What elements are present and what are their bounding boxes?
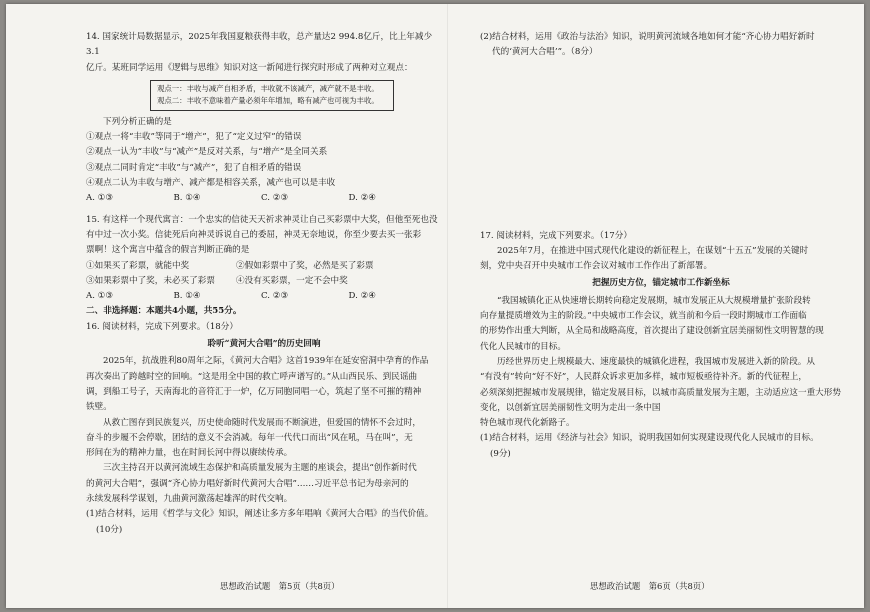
- q15-stem-line3: 票啊！这个寓言中蕴含的假言判断正确的是: [86, 245, 250, 256]
- q17-head: 17. 阅读材料，完成下列要求。（17分）: [480, 230, 632, 241]
- question-14: [86, 30, 442, 207]
- q15-choice-b: B. ①④: [173, 291, 201, 302]
- q17-para2-line4: 特色城市现代化新路子。: [480, 418, 575, 429]
- q15-options-row2: [86, 274, 376, 289]
- q14-viewpoint-1: 观点一：丰收与减产自相矛盾，丰收就不该减产，减产就不是丰收。: [157, 83, 379, 93]
- q14-viewpoint-2: 观点二：丰收不意味着产量必须年年增加，略有减产也可视为丰收。: [157, 96, 379, 106]
- q17-subtitle: 把握历史方位，锚定城市工作新坐标: [592, 278, 730, 289]
- q14-choice-a: A. ①③: [86, 193, 114, 204]
- q14-choice-d: D. ②④: [348, 193, 376, 204]
- q15-stem-line1: 15. 有这样一个现代寓言：一个忠实的信徒天天祈求神灵让自己买彩票中大奖，但他至死也没: [86, 214, 438, 225]
- q17-ask1-score: (9分): [490, 448, 511, 459]
- q16-para1-line4: 铁壁。: [86, 402, 112, 413]
- q14-choices: [86, 191, 376, 206]
- q16-para3-line1: 三次主持召开以黄河流域生态保护和高质量发展为主题的座谈会，提出“创作新时代: [103, 463, 417, 474]
- q14-option-3: ③观点二同时肯定“丰收”与“减产”，犯了自相矛盾的错误: [86, 162, 302, 173]
- q16-para2-line2: 奋斗的步履不会停歇，团结的意义不会消减。每年一代代口而出“风在吼，马在叫”，无: [86, 432, 413, 443]
- section-2-heading: 二、非选择题：本题共4小题，共55分。: [86, 306, 242, 317]
- q17-para1-line1: “我国城镇化正从快速增长期转向稳定发展期，城市发展正从大规模增量扩张阶段转: [497, 295, 811, 306]
- q15-option-1: ①如果买了彩票，就能中奖: [86, 260, 190, 271]
- q16-ask1: (1)结合材料，运用《哲学与文化》知识，阐述让多方多年唱响《黄河大合唱》的当代价值。: [86, 509, 434, 520]
- q16-para1-line3: 调，到船工号子，天南海北的音符汇于一炉，亿万同胞同唱一心，筑起了坚不可摧的精神: [86, 386, 422, 397]
- q17-para2-line1: 历经世界历史上规模最大、速度最快的城镇化进程，我国城市发展进入新的阶段。从: [497, 356, 815, 367]
- q15-option-4: ④没有买彩票，一定不会中奖: [236, 275, 348, 286]
- question-16: [86, 320, 442, 538]
- q14-stem-line1: 14. 国家统计局数据显示，2025年我国夏粮获得丰收，总产量达2 994.8亿斤，比上年减少3.1: [86, 32, 433, 58]
- q16-ask1-score: (10分): [96, 524, 123, 535]
- q15-choice-c: C. ②③: [261, 291, 289, 302]
- q14-choice-c: C. ②③: [261, 193, 289, 204]
- q16-material-title: 聆听“黄河大合唱”的历史回响: [207, 339, 321, 350]
- right-page-column: [480, 30, 842, 462]
- left-page-footer: 思想政治试题 第5页（共8页）: [220, 581, 340, 591]
- q15-choice-d: D. ②④: [348, 291, 376, 302]
- q15-option-2: ②假如彩票中了奖，必然是买了彩票: [236, 260, 374, 271]
- q16-ask2-line2: 代的‘黄河大合唱’”。（8分）: [492, 47, 598, 58]
- answer-space: [480, 61, 842, 229]
- q17-intro-line2: 刻，党中央召开中央城市工作会议对城市工作作出了新部署。: [480, 261, 713, 272]
- q14-choice-b: B. ①④: [173, 193, 201, 204]
- q14-stem-line2: 亿斤。某班同学运用《逻辑与思维》知识对这一新闻进行探究时形成了两种对立观点：: [86, 62, 413, 73]
- q15-stem-line2: 有中过一次小奖。信徒死后向神灵诉说自己的委屈，神灵无奈地说，你至少要去买一张彩: [86, 229, 422, 240]
- q15-options-row1: [86, 259, 376, 274]
- q17-para1-line4: 代化人民城市的目标。: [480, 341, 566, 352]
- q14-option-2: ②观点一认为“丰收”与“减产”是反对关系，与“增产”是全同关系: [86, 147, 328, 158]
- exam-sheet: [6, 4, 864, 608]
- q16-para3-line3: 永续发展科学谋划，九曲黄河激荡起雄浑的时代交响。: [86, 494, 293, 505]
- q16-ask2-line1: (2)结合材料，运用《政治与法治》知识，说明黄河流域各地如何才能“齐心协力唱好新时: [480, 32, 815, 42]
- left-page-column: [86, 30, 442, 538]
- q17-para1-line2: 向存量提质增效为主的阶段。”中央城市工作会议，就当前和今后一段时期城市工作面临: [480, 311, 807, 322]
- q16-head: 16. 阅读材料，完成下列要求。（18分）: [86, 321, 238, 332]
- q14-viewpoint-box: [150, 80, 394, 111]
- q17-para2-line2: “有没有”转向“好不好”，人民群众诉求更加多样，城市短板亟待补齐。新的代征程上，: [480, 372, 807, 383]
- q15-choice-a: A. ①③: [86, 291, 114, 302]
- q14-option-4: ④观点二认为丰收与增产、减产都是相容关系，减产也可以是丰收: [86, 178, 336, 189]
- q15-option-3: ③如果彩票中了奖，未必买了彩票: [86, 275, 215, 286]
- question-17: [480, 229, 842, 462]
- q17-para2-line3: 必须深刻把握城市发展规律，锚定发展目标，以城市高质量发展为主题，主动适应这一重大形势变化，以创新宜居美丽韧性文明为走出一条中国: [480, 387, 841, 413]
- q17-ask1: (1)结合材料，运用《经济与社会》知识，说明我国如何实现建设现代化人民城市的目标。: [480, 433, 819, 444]
- q17-para1-line3: 的形势作出重大判断，从全局和战略高度，首次提出了建设创新宜居美丽韧性文明智慧的现: [480, 326, 824, 337]
- right-page-footer: 思想政治试题 第6页（共8页）: [590, 581, 710, 591]
- q16-para1-line1: 2025年，抗战胜利80周年之际，《黄河大合唱》这首1939年在延安窑洞中孕育的作品: [103, 356, 429, 367]
- question-15: [86, 213, 442, 305]
- q16-para1-line2: 再次奏出了跨越时空的回响。“这是用全中国的救亡呼声谱写的。”从山西民乐、到民谣曲: [86, 371, 418, 382]
- q16-para2-line1: 从救亡图存到民族复兴，历史使命随时代发展而不断演进，但爱国的情怀不会过时，: [103, 417, 421, 428]
- q16-para2-line3: 形间在为的精神力量，也在时间长河中得以赓续传承。: [86, 448, 293, 459]
- q14-ask: 下列分析正确的是: [103, 116, 172, 127]
- q14-option-1: ①观点一将“丰收”等同于“增产”，犯了“定义过窄”的错误: [86, 132, 302, 143]
- q15-choices: [86, 289, 376, 304]
- q17-intro-line1: 2025年7月，在推进中国式现代化建设的新征程上，在谋划“十五五”发展的关键时: [497, 245, 809, 256]
- q16-para3-line2: 的黄河大合唱”，强调“齐心协力唱好新时代黄河大合唱”……习近平总书记为母亲河的: [86, 478, 409, 489]
